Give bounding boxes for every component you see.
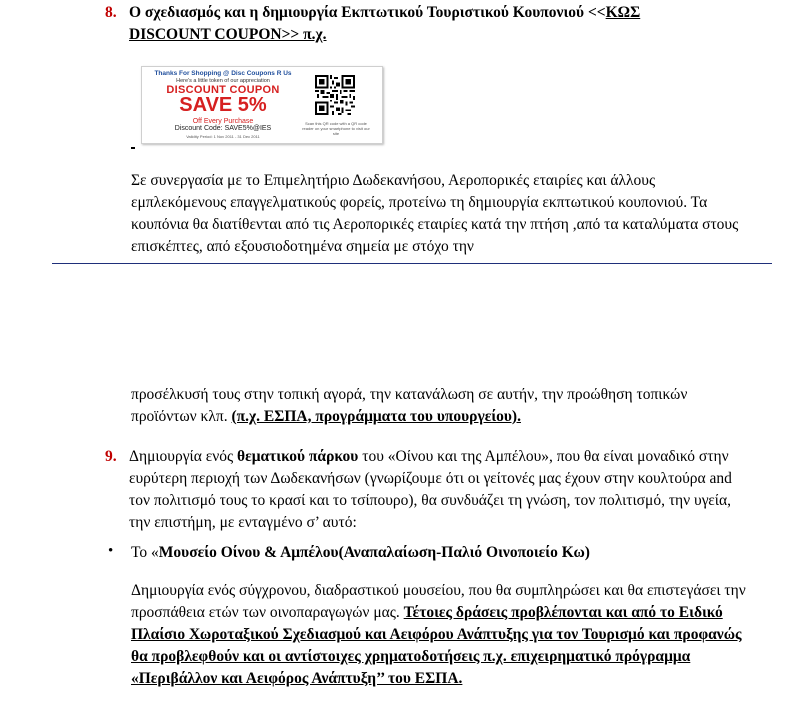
paragraph-coupon-continued-text: προσέλκυσή τους στην τοπική αγορά, την κατανάλωση σε αυτήν, την προώθηση τοπικών προϊόντων κλπ. bbox=[131, 386, 688, 425]
item-8-heading-link[interactable]: ΚΩΣ bbox=[605, 4, 641, 21]
paragraph-coupon-continued bbox=[131, 384, 751, 428]
wine-museum-title: Μουσείο Οίνου & Αμπέλου(Αναπαλαίωση-Παλιό Οινοποιείο Κω) bbox=[158, 544, 590, 561]
item-8-heading-link-2[interactable]: DISCOUNT COUPON>> π.χ. bbox=[129, 26, 327, 43]
coupon-scan-text: Scan this QR code with a QR code reader on your smartphone to visit our site bbox=[302, 121, 370, 136]
item-9 bbox=[105, 446, 745, 534]
coupon-off: Off Every Purchase bbox=[192, 118, 254, 125]
coupon-code: Discount Code: SAVE5%@IES bbox=[174, 125, 272, 132]
item-8-number: 8. bbox=[105, 4, 117, 21]
item-9-bold-theme-park: θεματικού πάρκου bbox=[237, 448, 359, 465]
item-8-heading bbox=[105, 2, 725, 46]
paragraph-museum-description bbox=[131, 580, 751, 690]
coupon-save: SAVE 5% bbox=[179, 94, 267, 116]
item-9-number: 9. bbox=[105, 448, 117, 465]
item-9-text-rest: του «Οίνου και της Αμπέλου», που θα είναι μοναδικό στην ευρύτερη περιοχή των Δωδεκανήσων (γνωρίζουμε ότι οι γείτονές μας έχουν στην κουλτούρα and τον πολιτισμό τους το κρασί και το τσίπουρο), θα συνδυάζει τη γνώση, τον πολιτισμό, την υγεία, την επιστήμη, με ενταγμένο σ’ αυτό: bbox=[129, 448, 732, 531]
museum-description-text: Δημιουργία ενός σύγχρονου, διαδραστικού μουσείου, που θα συμπληρώσει και θα επιστεγάσει την προσπάθεια ετών των οινοπαραγωγών μας. bbox=[131, 582, 746, 621]
discount-coupon-image bbox=[141, 66, 383, 144]
museum-funding-note: Τέτοιες δράσεις προβλέπονται και από το Ειδικό Πλαίσιο Χωροταξικού Σχεδιασμού και Αειφόρου Ανάπτυξης για τον Τουρισμό και προφανώς θα προβλεφθούν και οι αντίστοιχες χρηματοδοτήσεις π.χ. επιχειρηματικό πρόγραμμα «Περιβάλλον και Αειφόρος Ανάπτυξη’’ του ΕΣΠΑ. bbox=[131, 604, 742, 687]
coupon-title: DISCOUNT COUPON bbox=[166, 84, 280, 96]
espa-reference: (π.χ. ΕΣΠΑ, προγράμματα του υπουργείου). bbox=[231, 408, 521, 425]
bullet-icon: • bbox=[108, 543, 114, 559]
short-underscore-mark bbox=[131, 147, 135, 149]
wine-museum-prefix: Το « bbox=[131, 544, 159, 561]
paragraph-coupon-description: Σε συνεργασία με το Επιμελητήριο Δωδεκανήσου, Αεροπορικές εταιρίες και άλλους εμπλεκόμενους επαγγελματικούς φορείς, προτείνω τη δημιουργία εκπτωτικού κουπονιού. Τα κουπόνια θα διατίθενται από τις Αεροπορικές εταιρίες κατά την πτήση ,από τα καταλύματα στους επισκέπτες, από εξουσιοδοτημένα σημεία με στόχο την bbox=[131, 172, 739, 255]
wine-museum-bullet bbox=[131, 542, 751, 564]
coupon-top-text: Thanks For Shopping @ Disc Coupons R Us bbox=[154, 70, 292, 77]
coupon-validity: Validity Period: 1 Nov 2011 - 31 Dec 2011 bbox=[186, 134, 260, 139]
coupon-sub-text: Here's a little token of our appreciation bbox=[176, 78, 270, 84]
qr-code-icon bbox=[315, 75, 355, 115]
item-8-heading-text: Ο σχεδιασμός και η δημιουργία Εκπτωτικού Τουριστικού Κουπονιού << bbox=[129, 4, 606, 21]
page-divider bbox=[52, 263, 772, 264]
item-9-text-start: Δημιουργία ενός bbox=[129, 448, 238, 465]
